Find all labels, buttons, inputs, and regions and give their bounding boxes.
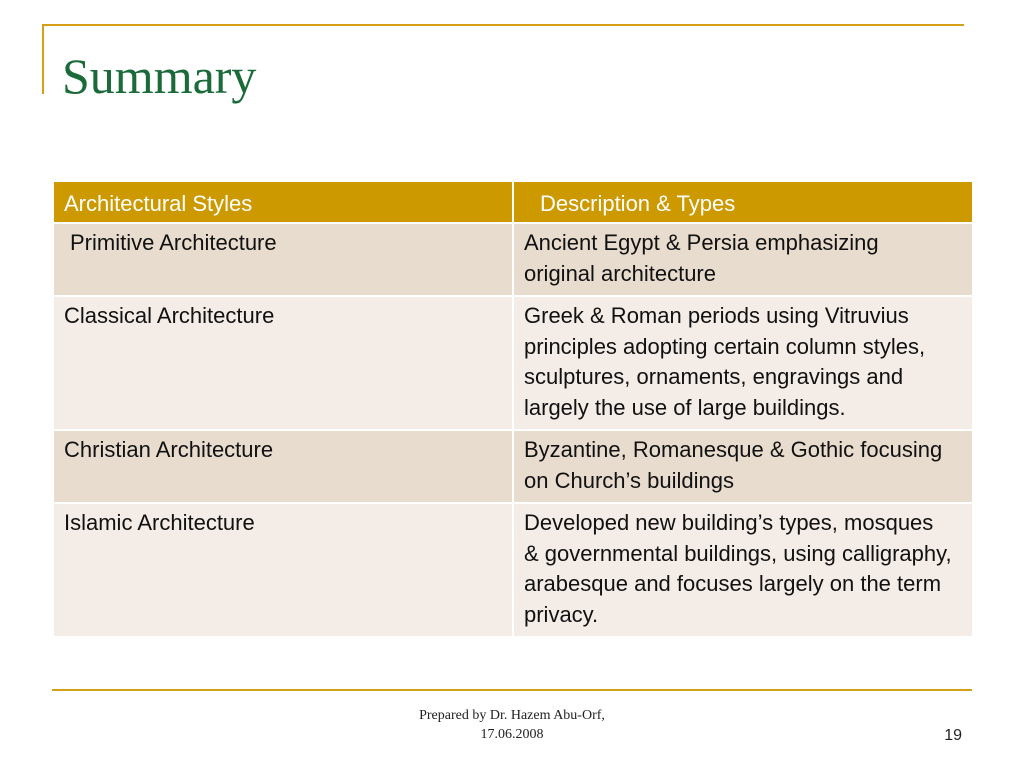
footer-author: Prepared by Dr. Hazem Abu-Orf, — [419, 708, 605, 723]
table-row — [53, 430, 973, 503]
top-border-line — [42, 24, 964, 26]
style-cell: Islamic Architecture — [53, 503, 513, 637]
description-cell: Byzantine, Romanesque & Gothic focusing on Church’s buildings — [513, 430, 973, 503]
bottom-border-line — [52, 689, 972, 691]
header-description-types: Description & Types — [513, 181, 973, 223]
slide-title: Summary — [62, 48, 257, 104]
style-cell: Classical Architecture — [53, 296, 513, 430]
page-number: 19 — [944, 727, 962, 744]
table-row — [53, 223, 973, 296]
style-cell: Primitive Architecture — [53, 223, 513, 296]
header-architectural-styles: Architectural Styles — [53, 181, 513, 223]
table-row — [53, 296, 973, 430]
summary-table — [52, 180, 974, 638]
footer-date: 17.06.2008 — [480, 727, 544, 742]
description-cell: Developed new building’s types, mosques & governmental buildings, using calligraphy, arabesque and focuses largely on the term privacy. — [513, 503, 973, 637]
footer-credit — [362, 706, 662, 744]
table-header-row — [53, 181, 973, 223]
description-cell: Ancient Egypt & Persia emphasizing original architecture — [513, 223, 973, 296]
style-cell: Christian Architecture — [53, 430, 513, 503]
left-border-line — [42, 24, 44, 94]
table-row — [53, 503, 973, 637]
description-cell: Greek & Roman periods using Vitruvius principles adopting certain column styles, sculptures, ornaments, engravings and largely the use of large buildings. — [513, 296, 973, 430]
